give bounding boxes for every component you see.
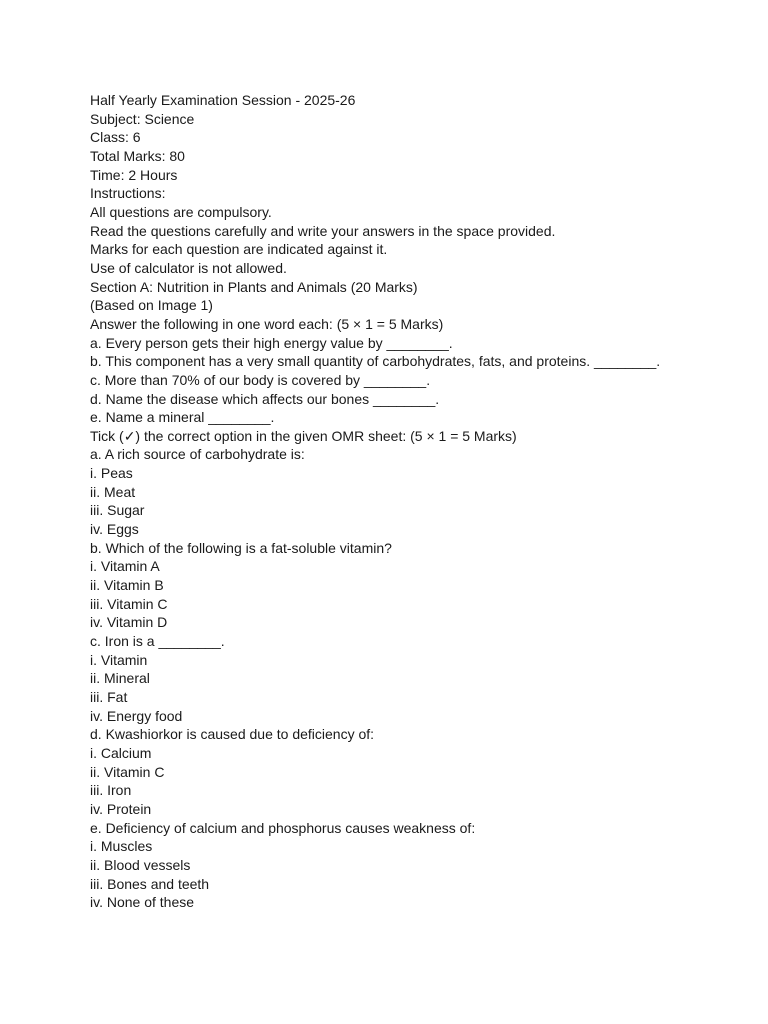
time-line: Time: 2 Hours — [90, 166, 178, 183]
instruction-item: Marks for each question are indicated against it. — [90, 241, 388, 258]
mcq-question: a. A rich source of carbohydrate is: — [90, 446, 305, 463]
mcq-option: i. Vitamin — [90, 651, 148, 668]
subject-line: Subject: Science — [90, 110, 195, 127]
mcq-option: iii. Sugar — [90, 502, 145, 519]
mcq-question: e. Deficiency of calcium and phosphorus causes weakness of: — [90, 819, 476, 836]
mcq-option: iii. Iron — [90, 782, 132, 799]
fill-blank-question: c. More than 70% of our body is covered by ________. — [90, 371, 431, 388]
fill-blank-question: d. Name the disease which affects our bones ________. — [90, 390, 440, 407]
mcq-option: iii. Fat — [90, 689, 128, 705]
section-heading: Section A: Nutrition in Plants and Animals (20 Marks) — [90, 278, 418, 295]
mcq-option: ii. Meat — [90, 483, 136, 500]
mcq-option: iii. Vitamin C — [90, 595, 168, 612]
mcq-option: i. Calcium — [90, 744, 152, 761]
mcq-option: i. Muscles — [90, 838, 153, 855]
instructions-heading: Instructions: — [90, 185, 166, 202]
mcq-option: iv. Eggs — [90, 521, 139, 538]
mcq-option: i. Peas — [90, 465, 133, 482]
mcq-question: d. Kwashiorkor is caused due to deficiency of: — [90, 726, 375, 743]
mcq-option: iii. Bones and teeth — [90, 875, 210, 892]
mcq-option: iv. Vitamin D — [90, 614, 168, 631]
section-note: (Based on Image 1) — [90, 297, 213, 314]
mcq-option: iv. Energy food — [90, 707, 183, 724]
mcq-option: iv. None of these — [90, 894, 195, 911]
mcq-option: iv. Protein — [90, 800, 152, 817]
exam-title: Half Yearly Examination Session - 2025-26 — [90, 92, 356, 108]
mcq-option: ii. Blood vessels — [90, 856, 191, 873]
total-marks-line: Total Marks: 80 — [90, 147, 185, 164]
exam-document — [90, 91, 730, 912]
fill-blank-question: b. This component has a very small quantity of carbohydrates, fats, and proteins. ________. — [90, 353, 661, 370]
fill-blank-question: e. Name a mineral ________. — [90, 409, 275, 426]
mcq-question: c. Iron is a ________. — [90, 633, 225, 650]
fill-blank-question: a. Every person gets their high energy value by ________. — [90, 334, 453, 351]
instruction-item: Read the questions carefully and write your answers in the space provided. — [90, 222, 556, 239]
question-group-heading: Answer the following in one word each: (5 × 1 = 5 Marks) — [90, 315, 444, 332]
question-group-heading: Tick (✓) the correct option in the given OMR sheet: (5 × 1 = 5 Marks) — [90, 427, 517, 444]
mcq-question: b. Which of the following is a fat-soluble vitamin? — [90, 539, 392, 556]
instruction-item: All questions are compulsory. — [90, 203, 272, 220]
class-line: Class: 6 — [90, 129, 141, 146]
mcq-option: i. Vitamin A — [90, 558, 160, 575]
mcq-option: ii. Vitamin C — [90, 763, 165, 780]
mcq-option: ii. Vitamin B — [90, 577, 164, 594]
instruction-item: Use of calculator is not allowed. — [90, 259, 287, 276]
mcq-option: ii. Mineral — [90, 670, 150, 687]
